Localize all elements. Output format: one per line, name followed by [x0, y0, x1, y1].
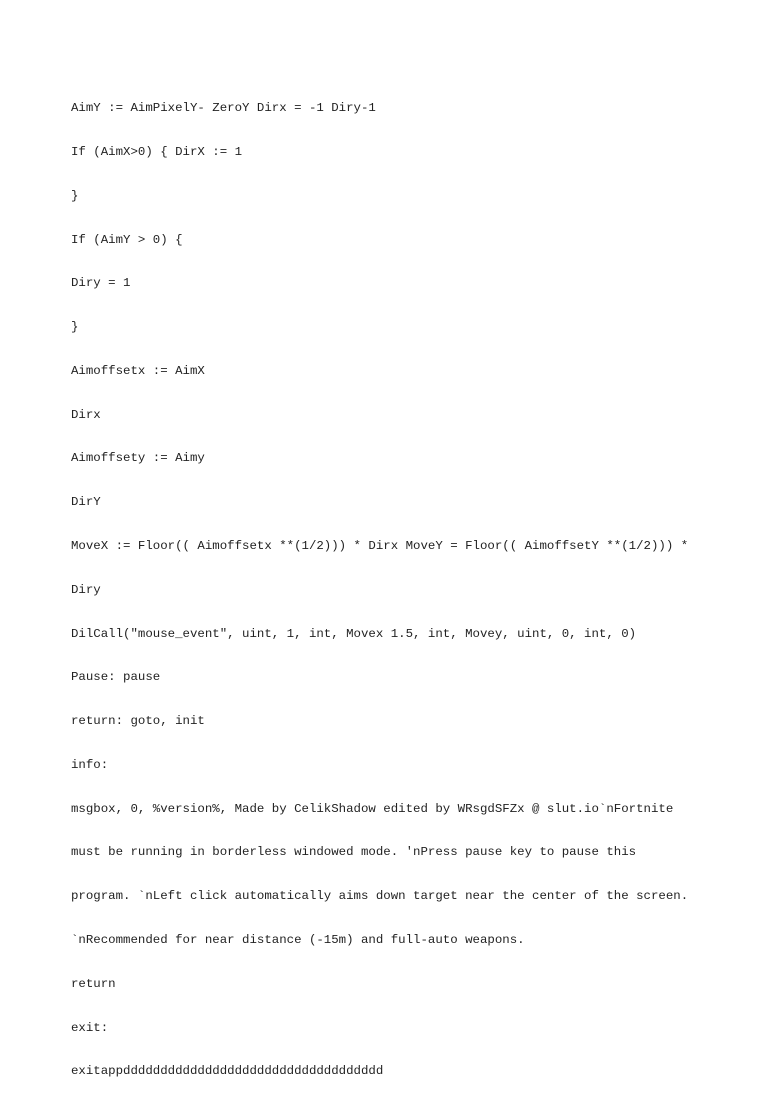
code-line: exit: [71, 1020, 109, 1035]
code-line: exitappddddddddddddddddddddddddddddddddddd [71, 1064, 384, 1079]
code-line: Diry [71, 582, 101, 597]
code-line: Aimoffsetx := AimX [71, 363, 205, 378]
code-line: return [71, 976, 116, 991]
code-text-block [71, 72, 711, 1108]
code-line: } [71, 320, 79, 335]
code-line: If (AimY > 0) { [71, 232, 183, 247]
code-line: DirY [71, 495, 101, 510]
code-line: Aimoffsety := Aimy [71, 451, 205, 466]
code-line: return: goto, init [71, 714, 205, 729]
code-line: info: [71, 757, 109, 772]
code-line: Diry = 1 [71, 276, 131, 291]
code-line: MoveX := Floor(( Aimoffsetx **(1/2))) * Dirx MoveY = Floor(( AimoffsetY **(1/2))) * [71, 539, 689, 553]
code-line: AimY := AimPixelY- ZeroY Dirx = -1 Diry-1 [71, 101, 376, 116]
code-line: If (AimX>0) { DirX := 1 [71, 144, 243, 159]
code-line: } [71, 188, 79, 203]
code-line: msgbox, 0, %version%, Made by CelikShadow edited by WRsgdSFZx @ slut.io`nFortnite [71, 801, 674, 816]
code-line: Pause: pause [71, 670, 161, 685]
code-line: must be running in borderless windowed mode. 'nPress pause key to pause this [71, 845, 637, 860]
code-line: `nRecommended for near distance (-15m) and full-auto weapons. [71, 933, 525, 948]
code-line: Dirx [71, 407, 101, 422]
code-line: DilCall("mouse_event", uint, 1, int, Movex 1.5, int, Movey, uint, 0, int, 0) [71, 626, 637, 641]
code-line: program. `nLeft click automatically aims down target near the center of the screen. [71, 889, 689, 904]
